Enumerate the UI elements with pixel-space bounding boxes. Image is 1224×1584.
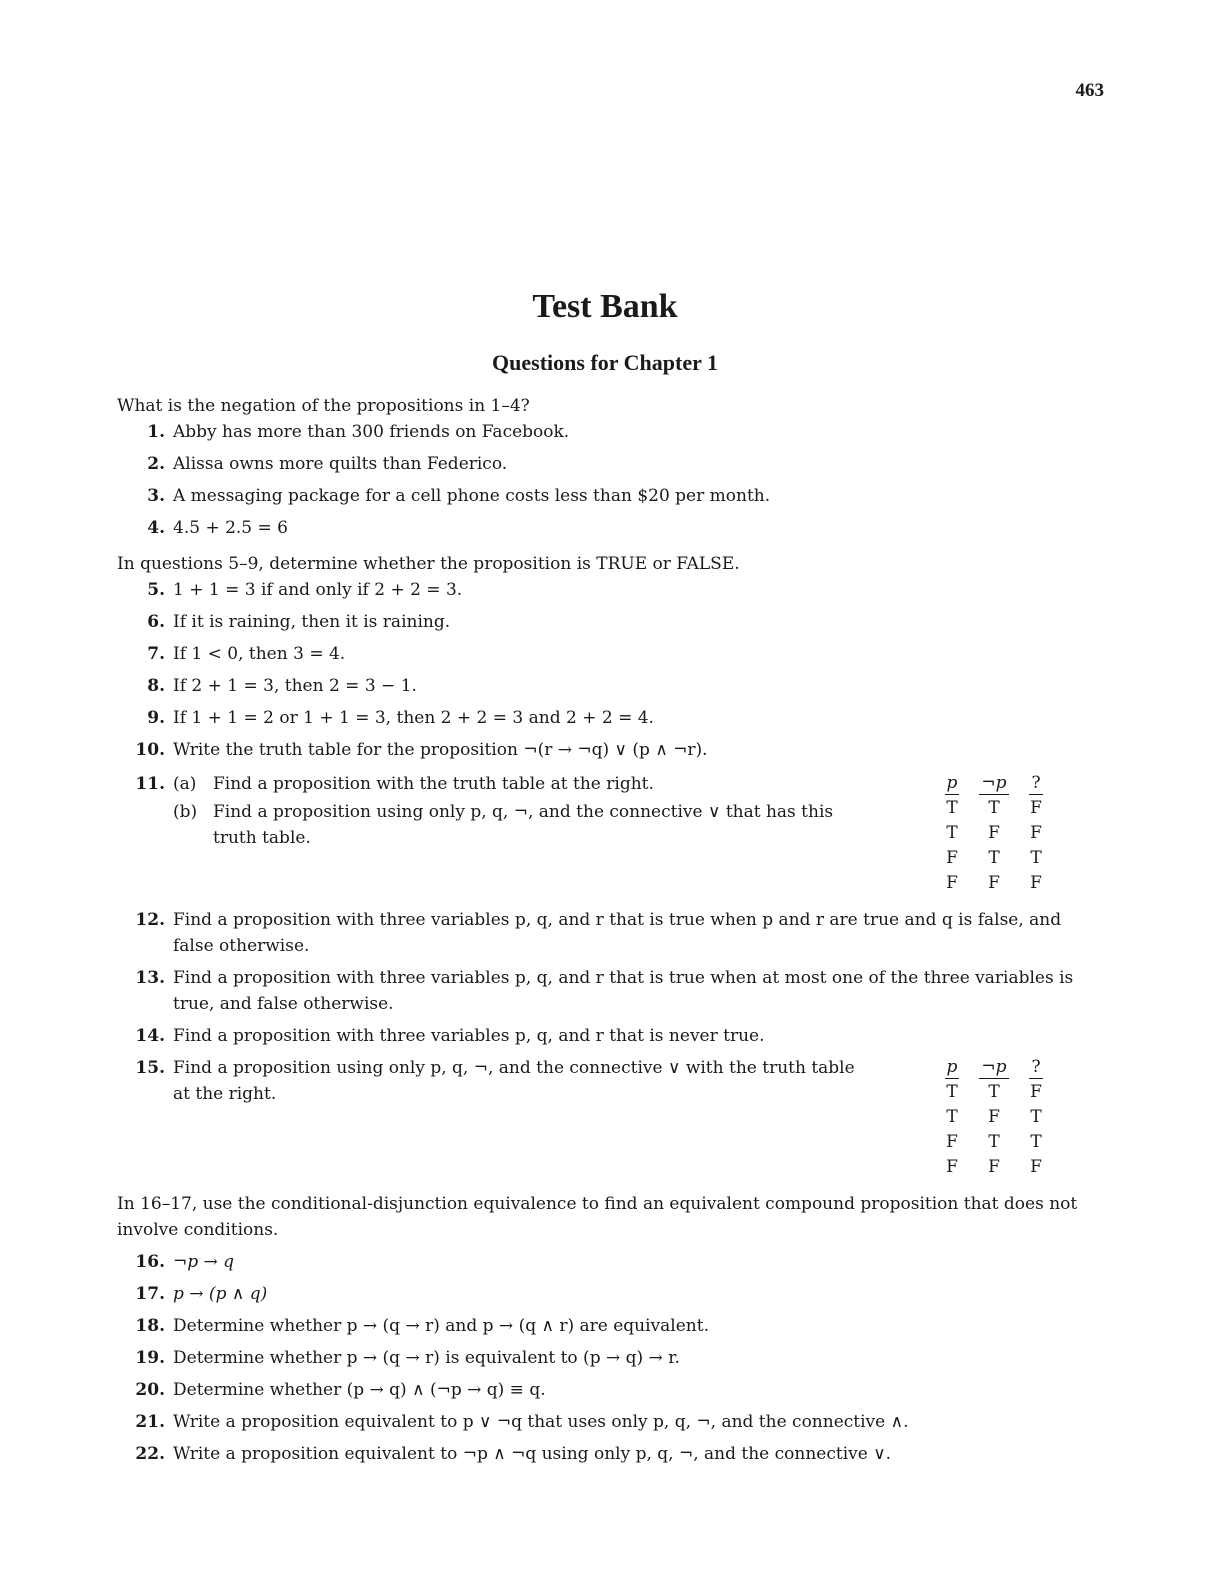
question-text: A messaging package for a cell phone costs less than $20 per month.	[173, 486, 771, 506]
question-17	[117, 1281, 1097, 1307]
cell: T	[1030, 1132, 1042, 1152]
question-7	[117, 641, 1097, 667]
question-number: 16.	[135, 1252, 165, 1272]
question-text: 1 + 1 = 3 if and only if 2 + 2 = 3.	[173, 580, 463, 600]
question-15	[117, 1055, 1097, 1181]
question-number: 13.	[135, 968, 165, 988]
page-title: Test Bank	[532, 288, 678, 325]
question-number: 20.	[135, 1380, 165, 1400]
question-number: 1.	[147, 422, 165, 442]
question-text: Alissa owns more quilts than Federico.	[173, 454, 508, 474]
truth-table-row	[931, 1130, 1057, 1155]
question-20	[117, 1377, 1097, 1403]
truth-table-header	[931, 771, 1057, 796]
cell: F	[988, 1157, 1000, 1177]
question-number: 4.	[147, 518, 165, 538]
question-text: Determine whether (p → q) ∧ (¬p → q) ≡ q.	[173, 1380, 546, 1400]
question-11b	[173, 799, 863, 851]
question-number: 5.	[147, 580, 165, 600]
cell: T	[988, 1082, 1000, 1102]
sub-label: (a)	[173, 774, 197, 794]
question-2	[117, 451, 1097, 477]
question-number: 21.	[135, 1412, 165, 1432]
question-3	[117, 483, 1097, 509]
header-unknown: ?	[1031, 773, 1041, 793]
sub-label: (b)	[173, 802, 198, 822]
cell: F	[988, 823, 1000, 843]
question-number: 9.	[147, 708, 165, 728]
truth-table-row	[931, 1080, 1057, 1105]
cell: F	[946, 873, 958, 893]
question-16	[117, 1249, 1097, 1275]
question-number: 8.	[147, 676, 165, 696]
question-14	[117, 1023, 1097, 1049]
truth-table-row	[931, 796, 1057, 821]
question-number: 17.	[135, 1284, 165, 1304]
question-19	[117, 1345, 1097, 1371]
intro-true-false: In questions 5–9, determine whether the proposition is TRUE or FALSE.	[117, 554, 740, 574]
cell: F	[1030, 873, 1042, 893]
question-number: 14.	[135, 1026, 165, 1046]
question-text: 4.5 + 2.5 = 6	[173, 518, 288, 538]
cell: F	[946, 1157, 958, 1177]
header-not-p: ¬p	[981, 1057, 1007, 1077]
question-list	[117, 393, 1097, 1467]
question-text: If 2 + 1 = 3, then 2 = 3 − 1.	[173, 676, 417, 696]
cell: T	[1030, 848, 1042, 868]
truth-table-row	[931, 1105, 1057, 1130]
page-number: 463	[1075, 80, 1104, 101]
cell: T	[1030, 1107, 1042, 1127]
truth-table-row	[931, 821, 1057, 846]
cell: T	[946, 823, 958, 843]
question-5	[117, 577, 1097, 603]
truth-table-header	[931, 1055, 1057, 1080]
question-text: Write a proposition equivalent to p ∨ ¬q that uses only p, q, ¬, and the connective ∧.	[173, 1412, 909, 1432]
sub-text: Find a proposition with the truth table at the right.	[213, 774, 654, 794]
question-text: Find a proposition using only p, q, ¬, and the connective ∨ with the truth table at the right.	[173, 1058, 855, 1104]
question-text: ¬p → q	[173, 1252, 235, 1272]
question-number: 6.	[147, 612, 165, 632]
truth-table-row	[931, 871, 1057, 896]
question-text: Determine whether p → (q → r) and p → (q ∧ r) are equivalent.	[173, 1316, 709, 1336]
question-text: Find a proposition with three variables p, q, and r that is true when p and r are true and q is false, and false otherwise.	[173, 910, 1062, 956]
cell: F	[988, 1107, 1000, 1127]
question-number: 11.	[135, 774, 165, 794]
question-11a	[173, 771, 863, 797]
question-number: 10.	[135, 740, 165, 760]
question-10	[117, 737, 1097, 763]
question-text: If it is raining, then it is raining.	[173, 612, 451, 632]
cell: F	[946, 848, 958, 868]
truth-table-row	[931, 1155, 1057, 1180]
header-not-p: ¬p	[981, 773, 1007, 793]
cell: F	[1030, 798, 1042, 818]
question-12	[117, 907, 1097, 959]
question-22	[117, 1441, 1097, 1467]
section-title: Questions for Chapter 1	[492, 350, 718, 375]
question-number: 3.	[147, 486, 165, 506]
question-text: If 1 + 1 = 2 or 1 + 1 = 3, then 2 + 2 = 3 and 2 + 2 = 4.	[173, 708, 654, 728]
question-number: 7.	[147, 644, 165, 664]
header-unknown: ?	[1031, 1057, 1041, 1077]
question-number: 22.	[135, 1444, 165, 1464]
cell: T	[988, 848, 1000, 868]
cell: T	[946, 1082, 958, 1102]
question-text: Abby has more than 300 friends on Facebook.	[173, 422, 570, 442]
question-number: 15.	[135, 1058, 165, 1078]
question-text: Write the truth table for the proposition ¬(r → ¬q) ∨ (p ∧ ¬r).	[173, 740, 708, 760]
cell: F	[946, 1132, 958, 1152]
header-p: p	[946, 1057, 958, 1077]
question-number: 2.	[147, 454, 165, 474]
truth-table-15	[931, 1055, 1057, 1180]
question-8	[117, 673, 1097, 699]
question-text: Determine whether p → (q → r) is equivalent to (p → q) → r.	[173, 1348, 680, 1368]
question-number: 18.	[135, 1316, 165, 1336]
intro-negation: What is the negation of the propositions in 1–4?	[117, 396, 530, 416]
cell: F	[1030, 823, 1042, 843]
question-text: Find a proposition with three variables p, q, and r that is true when at most one of the three variables is true, and false otherwise.	[173, 968, 1074, 1014]
cell: T	[946, 1107, 958, 1127]
truth-table-row	[931, 846, 1057, 871]
cell: T	[988, 798, 1000, 818]
question-21	[117, 1409, 1097, 1435]
question-text: If 1 < 0, then 3 = 4.	[173, 644, 346, 664]
intro-conditional-disjunction: In 16–17, use the conditional-disjunction equivalence to find an equivalent compound proposition that does not involve conditions.	[117, 1194, 1078, 1240]
cell: F	[1030, 1157, 1042, 1177]
question-4	[117, 515, 1097, 541]
cell: T	[988, 1132, 1000, 1152]
question-18	[117, 1313, 1097, 1339]
question-number: 19.	[135, 1348, 165, 1368]
cell: F	[1030, 1082, 1042, 1102]
header-p: p	[946, 773, 958, 793]
question-6	[117, 609, 1097, 635]
truth-table-11	[931, 771, 1057, 896]
question-text: Write a proposition equivalent to ¬p ∧ ¬q using only p, q, ¬, and the connective ∨.	[173, 1444, 892, 1464]
cell: T	[946, 798, 958, 818]
question-number: 12.	[135, 910, 165, 930]
question-11	[117, 771, 1097, 901]
question-13	[117, 965, 1097, 1017]
sub-text: Find a proposition using only p, q, ¬, and the connective ∨ that has this truth table.	[213, 802, 834, 848]
cell: F	[988, 873, 1000, 893]
question-9	[117, 705, 1097, 731]
question-1	[117, 419, 1097, 445]
question-text: p → (p ∧ q)	[173, 1284, 268, 1304]
question-text: Find a proposition with three variables p, q, and r that is never true.	[173, 1026, 765, 1046]
